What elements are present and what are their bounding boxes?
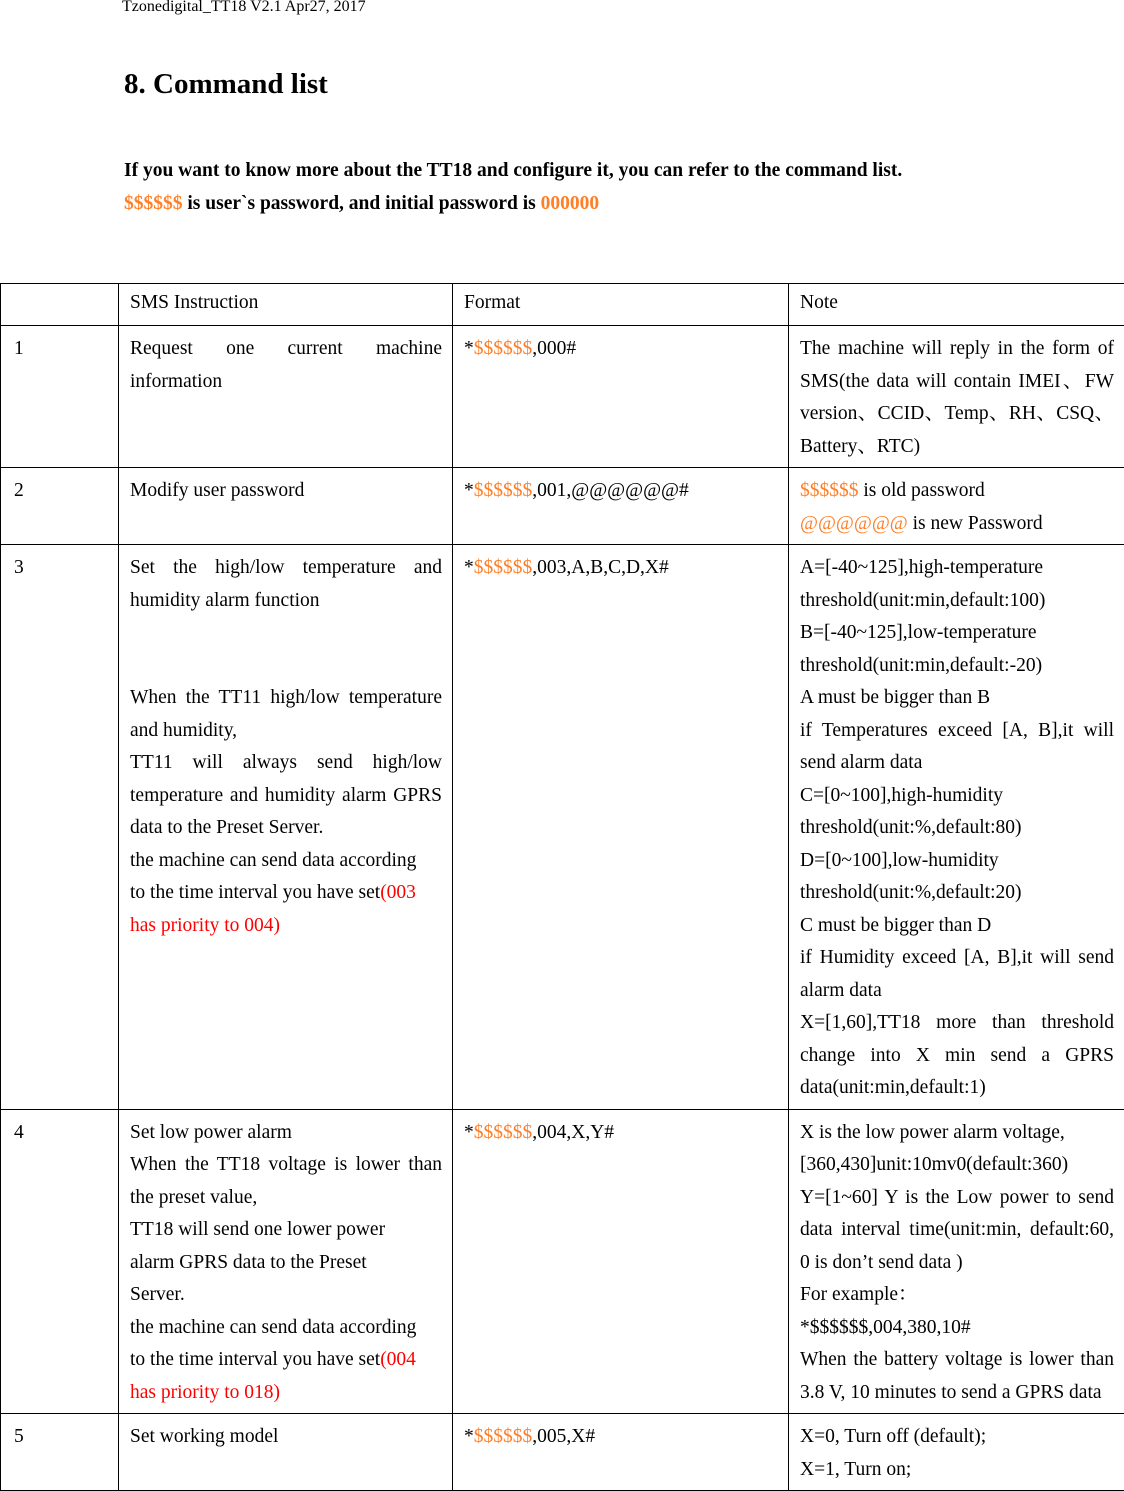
format-prefix: * <box>464 557 474 578</box>
old-password-text: is old password <box>859 480 985 501</box>
instruction-line: When the TT18 voltage is lower than the preset value, <box>130 1149 442 1214</box>
row-number: 4 <box>1 1109 119 1414</box>
row-number: 3 <box>1 545 119 1110</box>
format-prefix: * <box>464 480 474 501</box>
password-token: $$$$$$ <box>124 193 183 214</box>
note-line: C must be bigger than D <box>800 910 1114 943</box>
note-line <box>800 475 1114 508</box>
note-line: When the battery voltage is lower than 3.8 V, 10 minutes to send a GPRS data <box>800 1344 1114 1409</box>
format-cell <box>453 1109 789 1414</box>
table-row <box>1 1109 1124 1414</box>
format-suffix: ,004,X,Y# <box>532 1122 614 1143</box>
password-note <box>124 187 994 220</box>
note-line: X=1, Turn on; <box>800 1454 1114 1487</box>
format-suffix: ,003,A,B,C,D,X# <box>532 557 669 578</box>
instruction-line: When the TT11 high/low temperature and humidity, <box>130 682 442 747</box>
note-line: X is the low power alarm voltage, [360,430]unit:10mv0(default:360) <box>800 1117 1114 1182</box>
table-header-row <box>1 284 1124 326</box>
page-header: Tzonedigital_TT18 V2.1 Apr27, 2017 <box>122 0 366 16</box>
instruction-cell: Request one current machine information <box>119 326 453 468</box>
note-line: D=[0~100],low-humidity threshold(unit:%,default:20) <box>800 845 1070 910</box>
intro-text <box>124 154 994 220</box>
note-line: A must be bigger than B <box>800 682 1114 715</box>
format-cell <box>453 545 789 1110</box>
note-cell <box>789 468 1124 545</box>
table-row <box>1 545 1124 1110</box>
format-password: $$$$$$ <box>474 338 533 359</box>
note-line: C=[0~100],high-humidity threshold(unit:%,default:80) <box>800 780 1070 845</box>
note-cell: The machine will reply in the form of SMS(the data will contain IMEI、FW version、CCID、Temp、RH、CSQ、Battery、RTC) <box>789 326 1124 468</box>
new-password-text: is new Password <box>908 513 1043 534</box>
note-line: For example： <box>800 1279 1114 1312</box>
instruction-cell <box>119 1109 453 1414</box>
row-number: 1 <box>1 326 119 468</box>
format-password: $$$$$$ <box>474 1122 533 1143</box>
format-prefix: * <box>464 338 474 359</box>
note-cell <box>789 545 1124 1110</box>
note-line: B=[-40~125],low-temperature threshold(unit:min,default:-20) <box>800 617 1080 682</box>
password-note-text: is user`s password, and initial password is <box>183 193 541 214</box>
header-cell-note: Note <box>789 284 1124 326</box>
format-password: $$$$$$ <box>474 480 533 501</box>
note-line: *$$$$$$,004,380,10# <box>800 1312 1114 1345</box>
intro-line: If you want to know more about the TT18 and configure it, you can refer to the command list. <box>124 154 994 187</box>
instruction-cell: Set working model <box>119 1414 453 1491</box>
command-table <box>0 283 1124 1491</box>
note-line: if Humidity exceed [A, B],it will send alarm data <box>800 942 1114 1007</box>
instruction-line: Set low power alarm <box>130 1117 442 1150</box>
new-password-token: @@@@@@ <box>800 513 908 534</box>
note-line: A=[-40~125],high-temperature threshold(unit:min,default:100) <box>800 552 1080 617</box>
note-line: if Temperatures exceed [A, B],it will send alarm data <box>800 715 1114 780</box>
format-cell <box>453 326 789 468</box>
instruction-text: the machine can send data according to the time interval you have set <box>130 1317 416 1371</box>
format-prefix: * <box>464 1122 474 1143</box>
instruction-cell: Modify user password <box>119 468 453 545</box>
format-suffix: ,005,X# <box>532 1426 595 1447</box>
header-cell-format: Format <box>453 284 789 326</box>
note-line: X=[1,60],TT18 more than threshold change into X min send a GPRS data(unit:min,default:1) <box>800 1007 1114 1105</box>
instruction-text: the machine can send data according to the time interval you have set <box>130 850 416 904</box>
priority-note: (003 has priority to 004) <box>130 882 416 936</box>
header-cell-index <box>1 284 119 326</box>
initial-password: 000000 <box>541 193 600 214</box>
note-line <box>800 508 1114 541</box>
format-password: $$$$$$ <box>474 557 533 578</box>
format-cell <box>453 468 789 545</box>
instruction-line <box>130 1312 430 1410</box>
note-cell <box>789 1109 1124 1414</box>
format-prefix: * <box>464 1426 474 1447</box>
table-row <box>1 326 1124 468</box>
note-line: Y=[1~60] Y is the Low power to send data interval time(unit:min, default:60, 0 is don’t send data ) <box>800 1182 1114 1280</box>
table-row <box>1 468 1124 545</box>
instruction-line: Set the high/low temperature and humidity alarm function <box>130 552 442 617</box>
instruction-cell <box>119 545 453 1110</box>
spacer <box>130 617 442 682</box>
header-cell-instruction: SMS Instruction <box>119 284 453 326</box>
row-number: 2 <box>1 468 119 545</box>
note-line: X=0, Turn off (default); <box>800 1421 1114 1454</box>
instruction-line: TT11 will always send high/low temperature and humidity alarm GPRS data to the Preset Server. <box>130 747 442 845</box>
format-password: $$$$$$ <box>474 1426 533 1447</box>
format-suffix: ,000# <box>532 338 576 359</box>
format-suffix: ,001,@@@@@@# <box>532 480 689 501</box>
section-title: 8. Command list <box>124 68 328 101</box>
instruction-line <box>130 845 430 943</box>
row-number: 5 <box>1 1414 119 1491</box>
instruction-line: TT18 will send one lower power alarm GPRS data to the Preset Server. <box>130 1214 422 1312</box>
priority-note: (004 has priority to 018) <box>130 1349 416 1403</box>
old-password-token: $$$$$$ <box>800 480 859 501</box>
